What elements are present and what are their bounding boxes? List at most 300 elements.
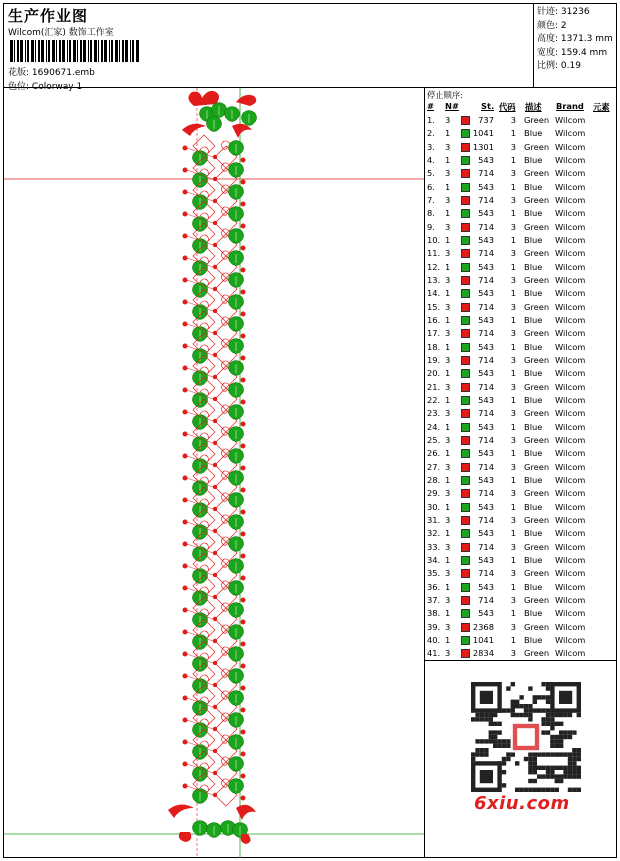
design-file-line — [8, 65, 95, 78]
color-swatch — [461, 369, 470, 378]
row-needle: 3 — [445, 648, 451, 659]
row-description: Blue — [524, 608, 543, 619]
row-description: Green — [524, 115, 550, 125]
row-needle: 3 — [445, 168, 451, 179]
row-stitches: 714 — [478, 274, 494, 285]
row-stitches: 2834 — [472, 648, 494, 659]
spec-scale: 比例: 0.19 — [537, 61, 581, 71]
row-needle: 3 — [445, 328, 451, 339]
row-needle: 3 — [445, 514, 451, 525]
col-header-code: 代码 — [499, 102, 516, 112]
row-needle: 3 — [445, 221, 451, 232]
color-swatch — [461, 409, 470, 418]
row-code: 3 — [510, 328, 516, 339]
row-needle: 1 — [445, 528, 451, 539]
table-row — [425, 567, 615, 580]
row-needle: 3 — [445, 408, 451, 419]
table-row — [425, 274, 615, 287]
table-row — [425, 261, 615, 274]
row-stitches: 1041 — [472, 128, 494, 139]
color-swatch — [461, 156, 470, 165]
table-row — [425, 554, 615, 567]
color-swatch — [461, 543, 470, 552]
row-index: 17. — [427, 328, 441, 339]
row-index: 4. — [427, 154, 435, 165]
design-file-name: 1690671.emb — [31, 68, 95, 78]
row-code: 1 — [510, 394, 516, 405]
table-row — [425, 247, 615, 260]
table-row — [425, 367, 615, 380]
row-index: 34. — [427, 554, 441, 565]
row-stitches: 543 — [478, 608, 494, 619]
row-brand: Wilcom — [555, 341, 586, 352]
watermark-area — [425, 661, 617, 858]
row-description: Blue — [524, 261, 543, 272]
row-brand: Wilcom — [555, 168, 586, 179]
table-row — [425, 301, 615, 314]
row-stitches: 543 — [478, 288, 494, 299]
row-code: 3 — [510, 594, 516, 605]
table-row — [425, 154, 615, 167]
color-swatch — [461, 436, 470, 445]
table-row — [425, 341, 615, 354]
row-needle: 1 — [445, 181, 451, 192]
row-stitches: 714 — [478, 594, 494, 605]
row-code: 3 — [510, 301, 516, 312]
color-swatch — [461, 276, 470, 285]
row-description: Blue — [524, 501, 543, 512]
row-stitches: 2368 — [472, 621, 494, 632]
row-needle: 1 — [445, 261, 451, 272]
row-index: 31. — [427, 514, 441, 525]
row-needle: 3 — [445, 541, 451, 552]
table-row — [425, 527, 615, 540]
row-stitches: 737 — [478, 115, 494, 125]
color-swatch — [461, 423, 470, 432]
row-description: Green — [524, 221, 550, 232]
color-swatch — [461, 263, 470, 272]
row-description: Blue — [524, 448, 543, 459]
stop-sequence-title: 停止顺序: — [427, 90, 463, 100]
row-brand: Wilcom — [555, 461, 586, 472]
row-brand: Wilcom — [555, 434, 586, 445]
colorway-label: 色位: — [8, 82, 30, 92]
row-code: 1 — [510, 261, 516, 272]
color-swatch — [461, 449, 470, 458]
table-row — [425, 207, 615, 220]
col-header-desc: 描述 — [525, 102, 542, 112]
row-code: 3 — [510, 115, 516, 125]
table-row — [425, 314, 615, 327]
color-swatch — [461, 116, 470, 125]
color-swatch — [461, 223, 470, 232]
spec-panel — [534, 4, 617, 88]
row-stitches: 714 — [478, 168, 494, 179]
row-code: 3 — [510, 621, 516, 632]
row-description: Green — [524, 168, 550, 179]
color-swatch — [461, 569, 470, 578]
row-brand: Wilcom — [555, 301, 586, 312]
row-stitches: 543 — [478, 314, 494, 325]
row-index: 27. — [427, 461, 441, 472]
spec-width: 宽度: 159.4 mm — [537, 47, 608, 58]
row-brand: Wilcom — [555, 128, 586, 139]
row-index: 11. — [427, 248, 441, 259]
row-brand: Wilcom — [555, 274, 586, 285]
stop-sequence-table — [425, 88, 617, 661]
table-row — [425, 607, 615, 620]
row-brand: Wilcom — [555, 394, 586, 405]
color-swatch — [461, 289, 470, 298]
row-stitches: 714 — [478, 488, 494, 499]
table-row — [425, 327, 615, 340]
row-description: Green — [524, 568, 550, 579]
color-swatch — [461, 209, 470, 218]
color-swatch — [461, 529, 470, 538]
col-header-index: # — [427, 101, 434, 111]
row-code: 3 — [510, 354, 516, 365]
row-code: 3 — [510, 168, 516, 179]
row-description: Blue — [524, 314, 543, 325]
spec-colors: 颜色: 2 — [537, 20, 567, 31]
color-swatch — [461, 476, 470, 485]
row-stitches: 1301 — [472, 141, 494, 152]
row-brand: Wilcom — [555, 261, 586, 272]
spec-height: 高度: 1371.3 mm — [537, 34, 613, 44]
row-code: 1 — [510, 581, 516, 592]
row-index: 22. — [427, 394, 441, 405]
row-code: 1 — [510, 501, 516, 512]
row-code: 1 — [510, 448, 516, 459]
color-swatch — [461, 169, 470, 178]
row-index: 40. — [427, 634, 441, 645]
row-index: 15. — [427, 301, 441, 312]
table-row — [425, 354, 615, 367]
row-code: 3 — [510, 194, 516, 205]
row-code: 1 — [510, 288, 516, 299]
row-brand: Wilcom — [555, 354, 586, 365]
color-swatch — [461, 489, 470, 498]
row-description: Green — [524, 141, 550, 152]
row-needle: 3 — [445, 248, 451, 259]
row-index: 33. — [427, 541, 441, 552]
table-row — [425, 634, 615, 647]
color-swatch — [461, 609, 470, 618]
row-description: Green — [524, 274, 550, 285]
row-stitches: 714 — [478, 328, 494, 339]
page-title: 生产作业图 — [8, 7, 89, 25]
row-stitches: 543 — [478, 581, 494, 592]
row-needle: 3 — [445, 621, 451, 632]
table-row — [425, 594, 615, 607]
row-description: Green — [524, 408, 550, 419]
row-needle: 3 — [445, 274, 451, 285]
row-code: 1 — [510, 474, 516, 485]
row-index: 35. — [427, 568, 441, 579]
row-index: 1. — [427, 115, 435, 125]
row-description: Green — [524, 434, 550, 445]
row-brand: Wilcom — [555, 234, 586, 245]
table-row — [425, 234, 615, 247]
studio-subtitle: Wilcom(汇家) 数饰工作室 — [8, 28, 114, 38]
row-index: 28. — [427, 474, 441, 485]
row-brand: Wilcom — [555, 648, 586, 659]
row-index: 13. — [427, 274, 441, 285]
row-stitches: 543 — [478, 554, 494, 565]
color-swatch — [461, 636, 470, 645]
row-index: 19. — [427, 354, 441, 365]
row-code: 3 — [510, 514, 516, 525]
color-swatch — [461, 623, 470, 632]
row-stitches: 543 — [478, 421, 494, 432]
row-brand: Wilcom — [555, 314, 586, 325]
row-stitches: 714 — [478, 461, 494, 472]
row-description: Blue — [524, 474, 543, 485]
row-index: 12. — [427, 261, 441, 272]
row-code: 1 — [510, 208, 516, 219]
row-brand: Wilcom — [555, 501, 586, 512]
row-brand: Wilcom — [555, 621, 586, 632]
row-needle: 1 — [445, 501, 451, 512]
colorway-value: Colorway 1 — [31, 82, 83, 92]
row-brand: Wilcom — [555, 141, 586, 152]
qr-code-icon — [471, 682, 581, 792]
row-stitches: 543 — [478, 474, 494, 485]
row-description: Green — [524, 248, 550, 259]
design-file-label: 花版: — [8, 68, 30, 78]
row-brand: Wilcom — [555, 408, 586, 419]
row-code: 3 — [510, 568, 516, 579]
row-needle: 1 — [445, 581, 451, 592]
row-index: 29. — [427, 488, 441, 499]
table-row — [425, 474, 615, 487]
row-code: 1 — [510, 154, 516, 165]
table-row — [425, 181, 615, 194]
row-needle: 3 — [445, 594, 451, 605]
row-brand: Wilcom — [555, 288, 586, 299]
color-swatch — [461, 556, 470, 565]
row-stitches: 714 — [478, 301, 494, 312]
row-index: 21. — [427, 381, 441, 392]
color-swatch — [461, 343, 470, 352]
row-stitches: 543 — [478, 154, 494, 165]
row-code: 1 — [510, 634, 516, 645]
row-index: 25. — [427, 434, 441, 445]
row-brand: Wilcom — [555, 594, 586, 605]
row-code: 3 — [510, 381, 516, 392]
row-needle: 1 — [445, 394, 451, 405]
col-header-n: N# — [445, 101, 459, 111]
table-row — [425, 541, 615, 554]
row-description: Blue — [524, 421, 543, 432]
row-code: 3 — [510, 408, 516, 419]
row-index: 5. — [427, 168, 435, 179]
row-index: 20. — [427, 368, 441, 379]
row-stitches: 714 — [478, 408, 494, 419]
row-description: Blue — [524, 208, 543, 219]
row-stitches: 543 — [478, 448, 494, 459]
row-code: 3 — [510, 274, 516, 285]
row-stitches: 714 — [478, 514, 494, 525]
row-index: 23. — [427, 408, 441, 419]
row-index: 41. — [427, 648, 441, 659]
row-brand: Wilcom — [555, 421, 586, 432]
row-description: Blue — [524, 581, 543, 592]
color-swatch — [461, 583, 470, 592]
row-needle: 1 — [445, 608, 451, 619]
row-needle: 1 — [445, 288, 451, 299]
table-row — [425, 167, 615, 180]
row-code: 1 — [510, 314, 516, 325]
row-stitches: 543 — [478, 234, 494, 245]
row-code: 3 — [510, 248, 516, 259]
row-stitches: 543 — [478, 341, 494, 352]
row-brand: Wilcom — [555, 181, 586, 192]
row-index: 8. — [427, 208, 435, 219]
color-swatch — [461, 649, 470, 658]
color-swatch — [461, 356, 470, 365]
row-description: Blue — [524, 288, 543, 299]
row-brand: Wilcom — [555, 528, 586, 539]
row-description: Green — [524, 621, 550, 632]
row-code: 1 — [510, 181, 516, 192]
row-brand: Wilcom — [555, 115, 586, 125]
row-index: 10. — [427, 234, 441, 245]
color-swatch — [461, 316, 470, 325]
row-stitches: 714 — [478, 194, 494, 205]
color-swatch — [461, 129, 470, 138]
row-index: 2. — [427, 128, 435, 139]
row-needle: 1 — [445, 368, 451, 379]
row-brand: Wilcom — [555, 448, 586, 459]
color-swatch — [461, 303, 470, 312]
row-code: 1 — [510, 421, 516, 432]
row-needle: 1 — [445, 314, 451, 325]
table-row — [425, 287, 615, 300]
color-swatch — [461, 516, 470, 525]
row-code: 1 — [510, 368, 516, 379]
row-stitches: 543 — [478, 528, 494, 539]
table-row — [425, 514, 615, 527]
row-description: Blue — [524, 154, 543, 165]
row-description: Green — [524, 301, 550, 312]
row-index: 7. — [427, 194, 435, 205]
row-brand: Wilcom — [555, 608, 586, 619]
row-brand: Wilcom — [555, 194, 586, 205]
table-row — [425, 407, 615, 420]
row-needle: 1 — [445, 554, 451, 565]
row-stitches: 714 — [478, 568, 494, 579]
row-needle: 3 — [445, 354, 451, 365]
row-brand: Wilcom — [555, 381, 586, 392]
row-description: Blue — [524, 234, 543, 245]
row-brand: Wilcom — [555, 368, 586, 379]
table-row — [425, 461, 615, 474]
row-description: Green — [524, 648, 550, 659]
row-needle: 1 — [445, 341, 451, 352]
row-description: Blue — [524, 634, 543, 645]
row-index: 38. — [427, 608, 441, 619]
row-code: 1 — [510, 528, 516, 539]
row-description: Blue — [524, 554, 543, 565]
row-description: Green — [524, 381, 550, 392]
color-swatch — [461, 249, 470, 258]
row-description: Blue — [524, 341, 543, 352]
row-needle: 3 — [445, 194, 451, 205]
row-brand: Wilcom — [555, 568, 586, 579]
row-index: 37. — [427, 594, 441, 605]
row-stitches: 714 — [478, 354, 494, 365]
row-index: 16. — [427, 314, 441, 325]
row-description: Blue — [524, 128, 543, 139]
row-needle: 3 — [445, 115, 451, 125]
row-code: 3 — [510, 541, 516, 552]
table-row — [425, 581, 615, 594]
row-description: Blue — [524, 181, 543, 192]
row-needle: 3 — [445, 301, 451, 312]
row-needle: 1 — [445, 128, 451, 139]
table-row — [425, 141, 615, 154]
row-index: 30. — [427, 501, 441, 512]
row-stitches: 714 — [478, 248, 494, 259]
row-brand: Wilcom — [555, 221, 586, 232]
row-needle: 1 — [445, 208, 451, 219]
row-brand: Wilcom — [555, 208, 586, 219]
row-stitches: 543 — [478, 368, 494, 379]
row-needle: 3 — [445, 141, 451, 152]
table-row — [425, 194, 615, 207]
table-row — [425, 127, 615, 140]
color-swatch — [461, 236, 470, 245]
row-index: 3. — [427, 141, 435, 152]
row-needle: 1 — [445, 474, 451, 485]
color-swatch — [461, 196, 470, 205]
table-row — [425, 447, 615, 460]
row-stitches: 543 — [478, 261, 494, 272]
table-row — [425, 394, 615, 407]
spec-stitches: 针迹: 31236 — [537, 7, 590, 17]
row-needle: 3 — [445, 461, 451, 472]
table-row — [425, 221, 615, 234]
row-code: 1 — [510, 608, 516, 619]
embroidery-preview — [4, 88, 425, 858]
row-stitches: 543 — [478, 501, 494, 512]
row-code: 3 — [510, 141, 516, 152]
row-needle: 1 — [445, 421, 451, 432]
table-row — [425, 114, 615, 127]
row-code: 3 — [510, 648, 516, 659]
row-brand: Wilcom — [555, 474, 586, 485]
col-header-brand: Brand — [556, 101, 584, 111]
row-needle: 3 — [445, 568, 451, 579]
row-description: Blue — [524, 528, 543, 539]
row-stitches: 714 — [478, 221, 494, 232]
table-row — [425, 421, 615, 434]
color-swatch — [461, 329, 470, 338]
row-code: 1 — [510, 128, 516, 139]
row-needle: 3 — [445, 434, 451, 445]
color-swatch — [461, 503, 470, 512]
color-swatch — [461, 396, 470, 405]
row-brand: Wilcom — [555, 581, 586, 592]
row-stitches: 543 — [478, 394, 494, 405]
col-header-stitches: St. — [481, 101, 495, 111]
row-code: 3 — [510, 488, 516, 499]
color-swatch — [461, 183, 470, 192]
table-row — [425, 621, 615, 634]
row-description: Green — [524, 514, 550, 525]
row-index: 18. — [427, 341, 441, 352]
